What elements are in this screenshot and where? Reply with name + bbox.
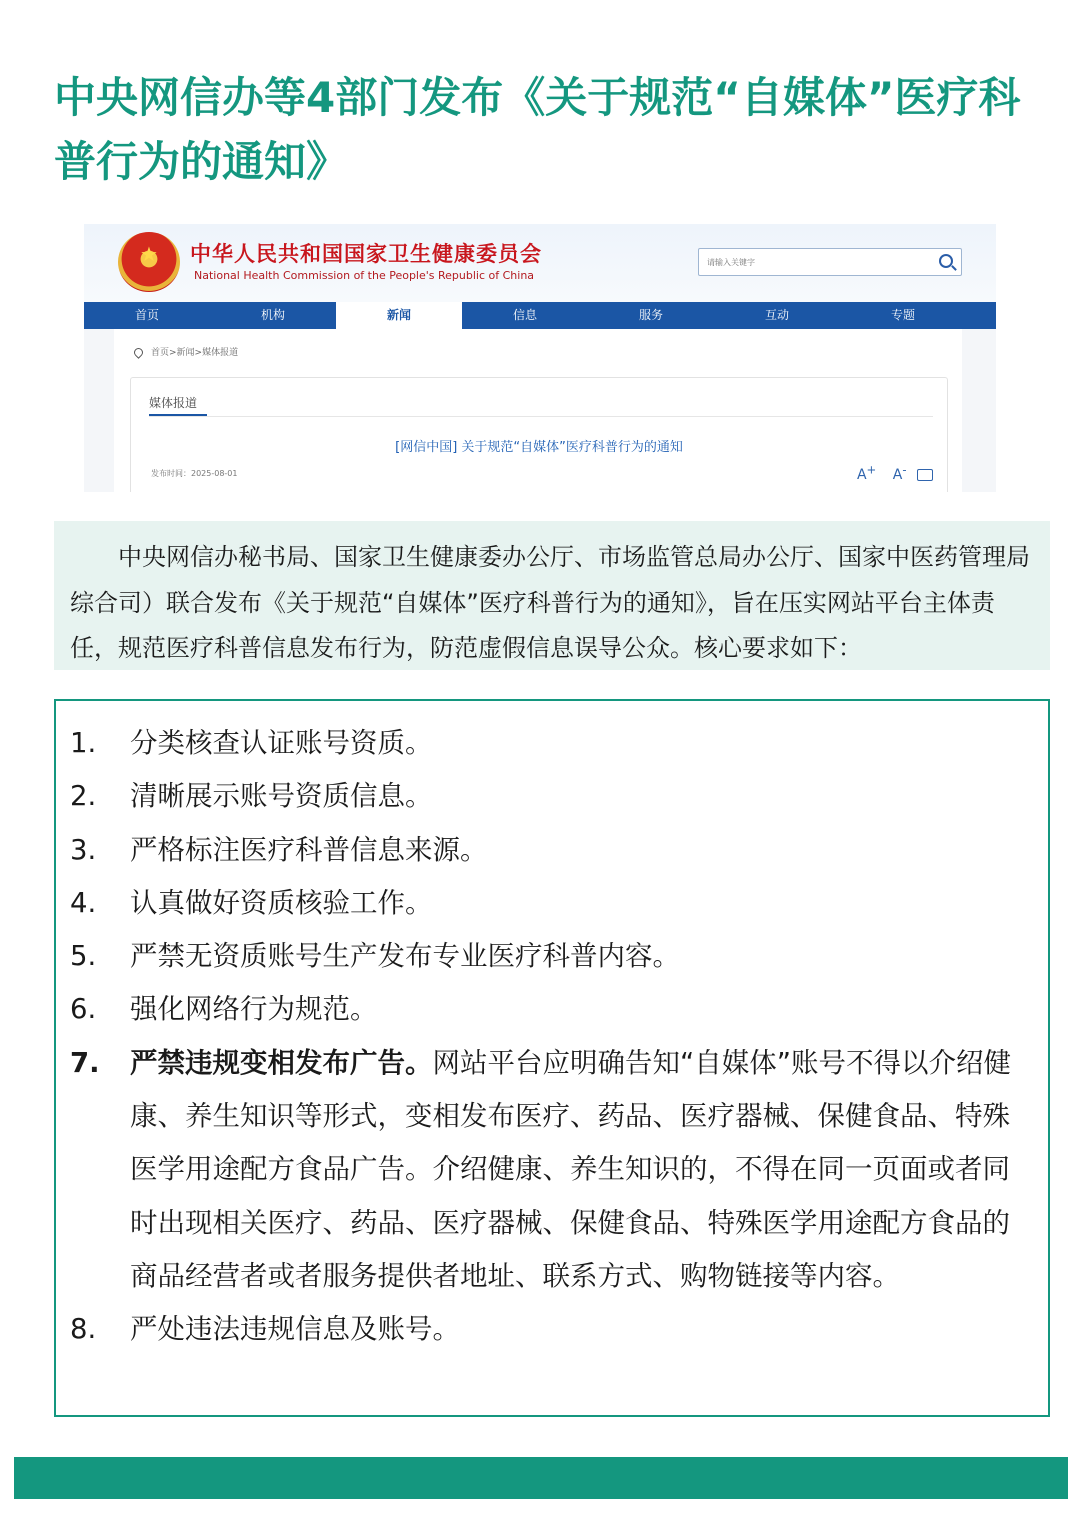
list-item: 4. 认真做好资质核验工作。 <box>70 886 433 919</box>
print-icon[interactable] <box>917 469 933 481</box>
nav-item-home[interactable]: 首页 <box>134 308 159 322</box>
requirements-list <box>70 717 1034 1357</box>
section-label: 媒体报道 <box>149 396 198 410</box>
list-item: 8. 严处违法违规信息及账号。 <box>70 1313 460 1346</box>
list-item: 5. 严禁无资质账号生产发布专业医疗科普内容。 <box>70 940 680 973</box>
intro-text: 中央网信办秘书局、国家卫生健康委办公厅、市场监管总局办公厅、国家中医药管理局综合司）联合发布《关于规范“自媒体”医疗科普行为的通知》，旨在压实网站平台主体责任，规范医疗科普信息发布行为，防范虚假信息误导公众。核心要求如下： <box>70 543 1030 662</box>
org-name-cn: 中华人民共和国国家卫生健康委员会 <box>190 242 542 266</box>
article-card <box>130 377 948 492</box>
list-item: 3. 严格标注医疗科普信息来源。 <box>70 833 488 866</box>
location-pin-icon <box>132 346 145 359</box>
search-box <box>698 248 962 276</box>
website-screenshot <box>84 224 996 492</box>
footer-bar <box>14 1457 1068 1499</box>
font-decrease-icon[interactable]: A- <box>892 462 907 483</box>
list-item-lead: 严禁违规变相发布广告。 <box>130 1046 433 1079</box>
list-item: 7. 严禁违规变相发布广告。网站平台应明确告知“自媒体”账号不得以介绍健康、养生知识等形式，变相发布医疗、药品、医疗器械、保健食品、特殊医学用途配方食品广告。介绍健康、养生知识的，不得在同一页面或者同时出现相关医疗、药品、医疗器械、保健食品、特殊医学用途配方食品的商品经营者或者服务提供者地址、联系方式、购物链接等内容。 <box>70 1046 1011 1292</box>
publish-date: 发布时间：2025-08-01 <box>151 469 238 478</box>
content-panel <box>114 329 962 492</box>
site-nav <box>84 302 996 329</box>
list-item: 2. 清晰展示账号资质信息。 <box>70 780 433 813</box>
divider <box>149 416 933 417</box>
list-item: 6. 强化网络行为规范。 <box>70 993 378 1026</box>
intro-panel <box>54 521 1050 670</box>
section-underline <box>149 414 207 416</box>
list-item: 1. 分类核查认证账号资质。 <box>70 727 433 759</box>
org-name-en: National Health Commission of the People's Republic of China <box>194 269 535 282</box>
nav-item-topics[interactable]: 专题 <box>890 308 915 322</box>
nav-item-interaction[interactable]: 互动 <box>764 308 789 322</box>
font-increase-icon[interactable]: A+ <box>856 462 877 483</box>
nav-item-organization[interactable]: 机构 <box>260 308 285 322</box>
nav-item-service[interactable]: 服务 <box>638 308 663 322</box>
page-title: 中央网信办等4部门发布《关于规范“自媒体”医疗科普行为的通知》 <box>54 73 1021 186</box>
search-input[interactable] <box>705 252 929 272</box>
site-header <box>84 224 996 302</box>
nav-item-information[interactable]: 信息 <box>512 308 537 322</box>
requirements-box <box>54 699 1050 1417</box>
search-icon[interactable] <box>939 254 953 268</box>
article-tools <box>845 462 933 483</box>
breadcrumb-text[interactable]: 首页>新闻>媒体报道 <box>151 348 239 358</box>
article-title[interactable]: [网信中国] 关于规范“自媒体”医疗科普行为的通知 <box>395 440 683 455</box>
emblem-icon: ★ <box>118 232 180 292</box>
breadcrumb <box>134 345 238 358</box>
nav-item-news[interactable]: 新闻 <box>336 302 462 329</box>
